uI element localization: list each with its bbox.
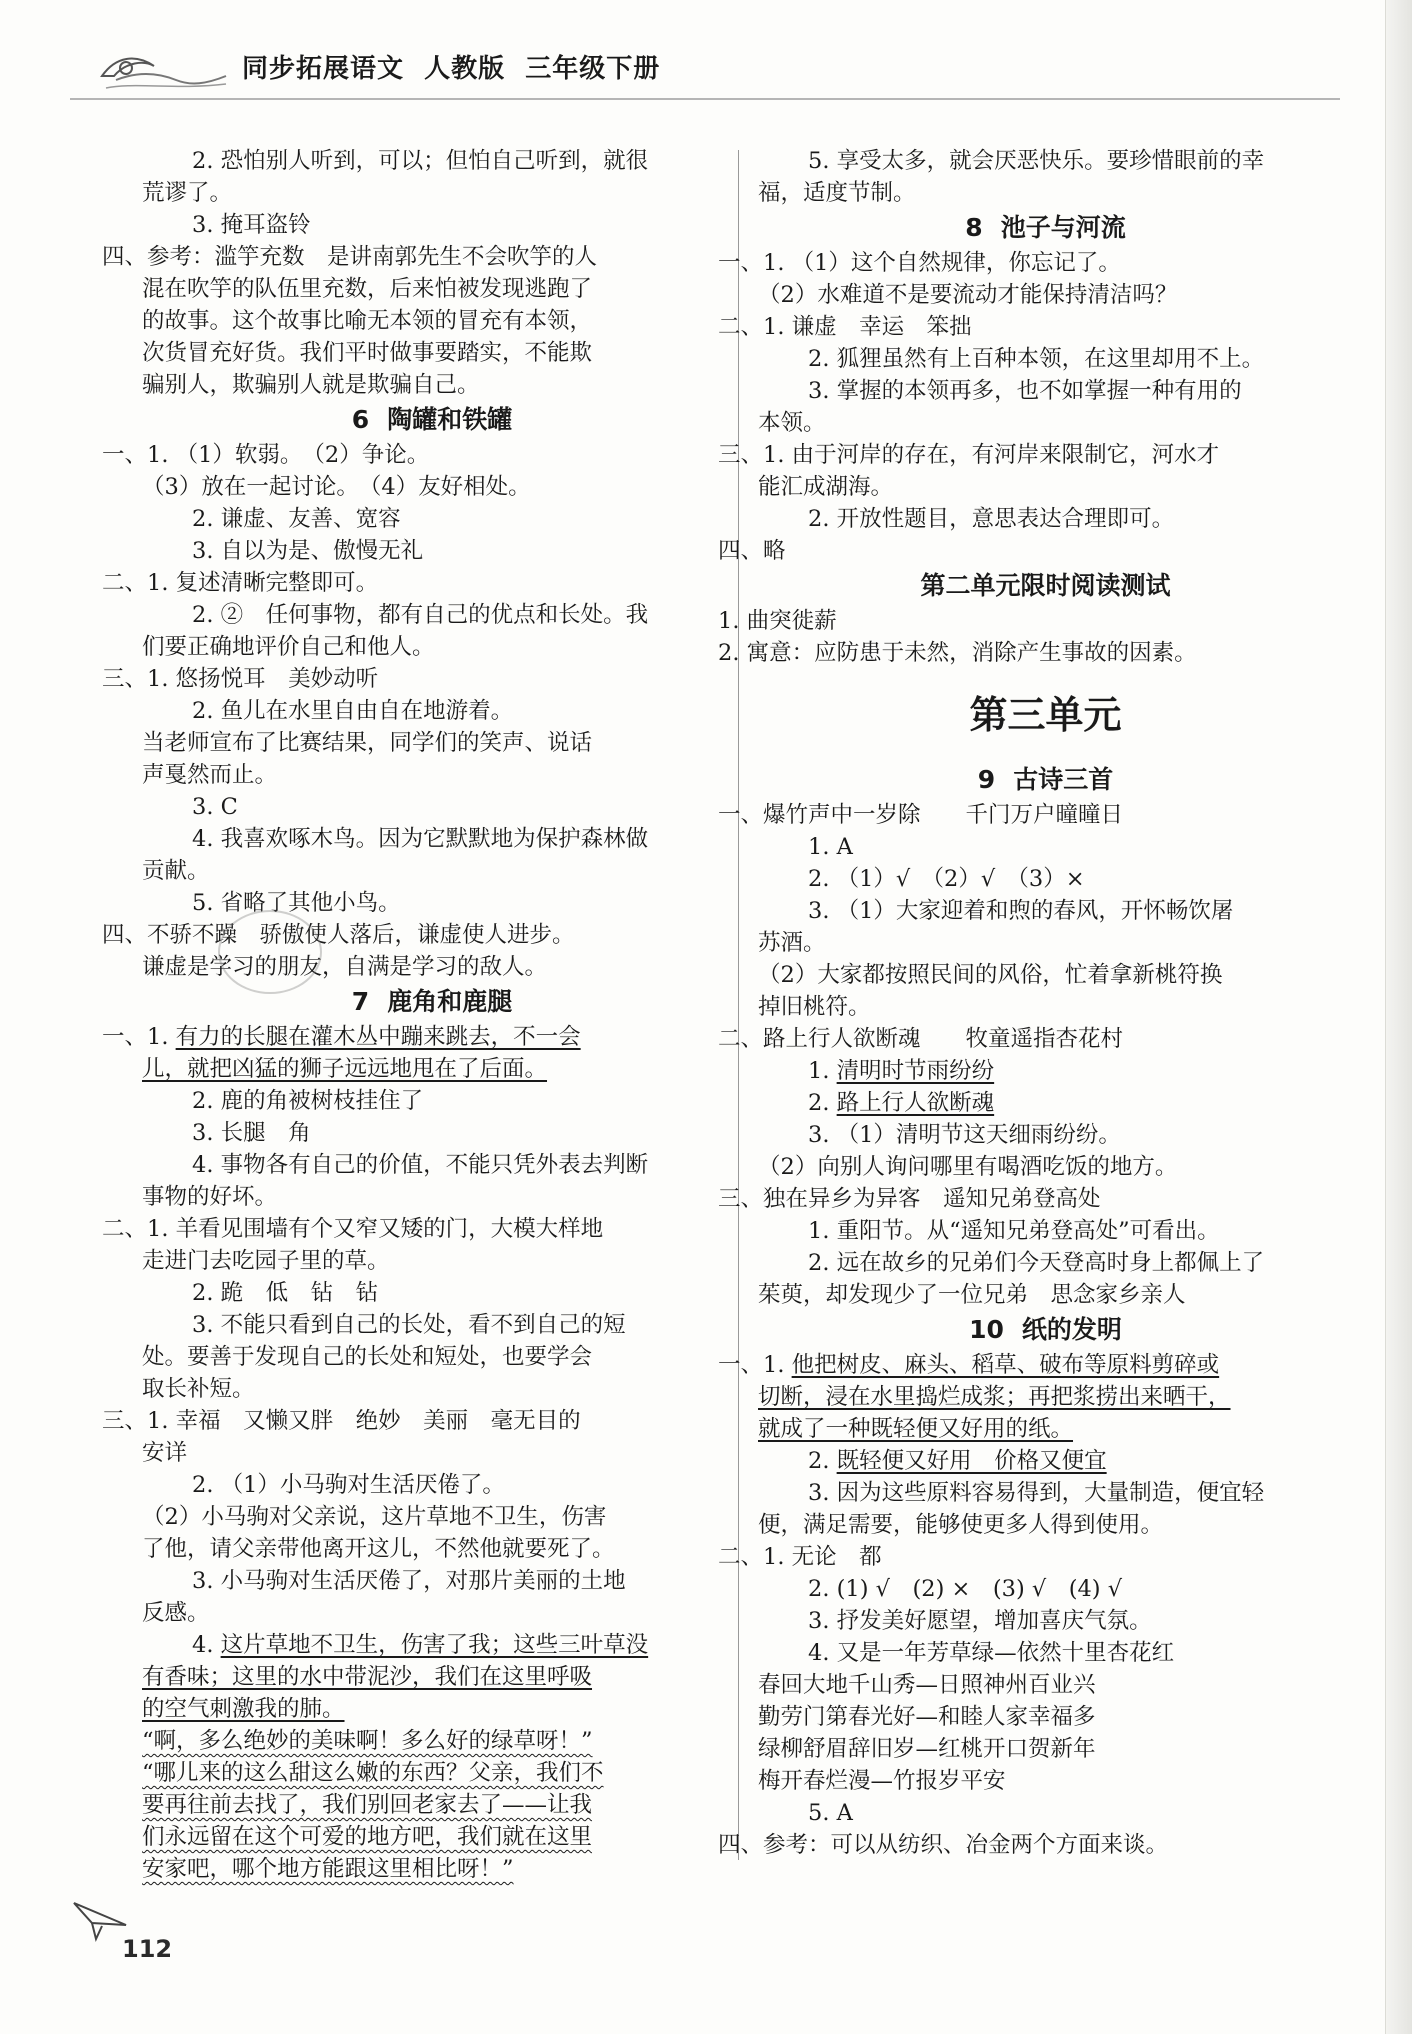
answer-text: 绿柳舒眉辞旧岁—红桃开口贺新年 <box>758 1736 1096 1762</box>
answer-text: 的空气刺激我的肺。 <box>142 1696 345 1722</box>
answer-line <box>718 799 1333 831</box>
answer-line <box>142 305 722 337</box>
answer-line <box>758 1637 1333 1669</box>
answer-line <box>142 1373 722 1405</box>
answer-line <box>142 1661 722 1693</box>
answer-line <box>142 1533 722 1565</box>
answer-line <box>142 791 722 823</box>
answer-line <box>142 1277 722 1309</box>
section-heading <box>142 401 722 439</box>
answer-line <box>142 1469 722 1501</box>
paper-plane-icon <box>70 1895 130 1945</box>
answer-text: 走进门去吃园子里的草。 <box>142 1248 390 1274</box>
answer-line <box>142 1309 722 1341</box>
answer-line <box>758 1765 1333 1797</box>
answer-line <box>718 637 1333 669</box>
answer-line <box>758 959 1333 991</box>
answer-line <box>718 1349 1333 1381</box>
answer-line <box>142 1501 722 1533</box>
answer-label: 一、1. <box>718 1352 792 1378</box>
page-number: 112 <box>122 1935 173 1963</box>
unit-title: 第三单元 <box>969 693 1122 737</box>
answer-text: 福，适度节制。 <box>758 180 916 206</box>
answer-text: 一、爆竹声中一岁除 千门万户曈曈日 <box>718 802 1124 828</box>
answer-line <box>758 1381 1333 1413</box>
answer-line <box>142 855 722 887</box>
answer-text: 儿，就把凶猛的狮子远远地甩在了后面。 <box>142 1056 548 1082</box>
answer-line <box>758 407 1333 439</box>
answer-line <box>718 1541 1333 1573</box>
answer-text: 事物的好坏。 <box>142 1184 278 1210</box>
answer-line <box>718 535 1333 567</box>
answer-text: 5. A <box>808 1800 853 1826</box>
answer-text: 苏酒。 <box>758 930 826 956</box>
answer-line <box>102 1213 722 1245</box>
answer-line <box>142 1341 722 1373</box>
answer-text: 了他，请父亲带他离开这儿，不然他就要死了。 <box>142 1536 615 1562</box>
section-number: 8 <box>965 213 983 242</box>
answer-line <box>142 695 722 727</box>
answer-line <box>142 1629 722 1661</box>
right-column <box>718 145 1333 1861</box>
answer-text: 掉旧桃符。 <box>758 994 871 1020</box>
answer-line <box>758 375 1333 407</box>
answer-text: 5. 享受太多，就会厌恶快乐。要珍惜眼前的幸 <box>808 148 1265 174</box>
answer-line <box>102 1405 722 1437</box>
answer-line <box>718 439 1333 471</box>
answer-text: 一、1. （1）这个自然规律，你忘记了。 <box>718 250 1121 276</box>
section-heading <box>758 567 1333 605</box>
section-title: 第二单元限时阅读测试 <box>920 571 1171 600</box>
answer-line <box>718 605 1333 637</box>
section-number: 9 <box>977 765 996 794</box>
answer-text: 3. 长腿 角 <box>192 1120 311 1146</box>
left-column <box>102 145 722 1885</box>
answer-text: 三、独在异乡为异客 遥知兄弟登高处 <box>718 1186 1101 1212</box>
answer-text: 3. 掌握的本领再多，也不如掌握一种有用的 <box>808 378 1242 404</box>
answer-line <box>102 919 722 951</box>
answer-text: 1. 重阳节。从“遥知兄弟登高处”可看出。 <box>808 1218 1220 1244</box>
answer-text: 路上行人欲断魂 <box>836 1090 995 1116</box>
section-heading <box>758 761 1333 799</box>
answer-text: 勤劳门第春光好—和睦人家幸福多 <box>758 1704 1096 1730</box>
answer-line <box>142 887 722 919</box>
faint-stamp <box>218 910 322 994</box>
answer-text: 四、略 <box>718 538 786 564</box>
answer-line <box>758 1797 1333 1829</box>
answer-text: 能汇成湖海。 <box>758 474 894 500</box>
answer-line <box>758 343 1333 375</box>
answer-line <box>142 503 722 535</box>
answer-line <box>758 1669 1333 1701</box>
answer-text: 这片草地不卫生，伤害了我；这些三叶草没 <box>220 1632 649 1658</box>
answer-line <box>758 1119 1333 1151</box>
answer-text: 4. 我喜欢啄木鸟。因为它默默地为保护森林做 <box>192 826 649 852</box>
answer-text: 次货冒充好货。我们平时做事要踏实，不能欺 <box>142 340 593 366</box>
answer-line <box>758 279 1333 311</box>
answer-text: 谦虚是学习的朋友，自满是学习的敌人。 <box>142 954 548 980</box>
answer-text: 三、1. 悠扬悦耳 美妙动听 <box>102 666 379 692</box>
answer-line <box>142 1725 722 1757</box>
answer-text: 二、1. 复述清晰完整即可。 <box>102 570 379 596</box>
answer-line <box>142 1565 722 1597</box>
answer-label: 2. <box>808 1090 837 1116</box>
answer-line <box>758 177 1333 209</box>
answer-line <box>142 369 722 401</box>
answer-text: 有香味；这里的水中带泥沙，我们在这里呼吸 <box>142 1664 593 1690</box>
answer-text: 贡献。 <box>142 858 210 884</box>
answer-line <box>718 247 1333 279</box>
answer-line <box>758 471 1333 503</box>
answer-text: 他把树皮、麻头、稻草、破布等原料剪碎或 <box>791 1352 1220 1378</box>
answer-text: 当老师宣布了比赛结果，同学们的笑声、说话 <box>142 730 593 756</box>
answer-text: 四、不骄不躁 骄傲使人落后，谦虚使人进步。 <box>102 922 575 948</box>
answer-line <box>142 1245 722 1277</box>
answer-line <box>758 1733 1333 1765</box>
answer-line <box>758 1413 1333 1445</box>
answer-text: 取长补短。 <box>142 1376 255 1402</box>
answer-text: 3. 不能只看到自己的长处，看不到自己的短 <box>192 1312 626 1338</box>
answer-line <box>758 1701 1333 1733</box>
answer-line <box>142 631 722 663</box>
answer-text: 们要正确地评价自己和他人。 <box>142 634 435 660</box>
answer-text: （2）小马驹对父亲说，这片草地不卫生，伤害 <box>142 1504 607 1530</box>
answer-line <box>142 599 722 631</box>
answer-line <box>142 1821 722 1853</box>
answer-text: 1. 曲突徙薪 <box>718 608 837 634</box>
answer-line <box>142 1853 722 1885</box>
answer-line <box>718 1023 1333 1055</box>
answer-text: 荒谬了。 <box>142 180 233 206</box>
answer-line <box>102 241 722 273</box>
answer-line <box>758 1087 1333 1119</box>
answer-text: 2. (1) √ (2) × (3) √ (4) √ <box>808 1576 1123 1602</box>
answer-line <box>758 1573 1333 1605</box>
answer-text: 2. 谦虚、友善、宽容 <box>192 506 401 532</box>
answer-line <box>142 273 722 305</box>
answer-text: 的故事。这个故事比喻无本领的冒充有本领， <box>142 308 593 334</box>
answer-text: 一、1. （1）软弱。 （2）争论。 <box>102 442 430 468</box>
answer-text: 3. （1）大家迎着和煦的春风，开怀畅饮屠 <box>808 898 1234 924</box>
answer-text: 二、路上行人欲断魂 牧童遥指杏花村 <box>718 1026 1124 1052</box>
answer-text: 2. 跪 低 钻 钻 <box>192 1280 379 1306</box>
answer-text: （2）水难道不是要流动才能保持清洁吗？ <box>758 282 1178 308</box>
answer-text: 要再往前去找了，我们别回老家去了——让我 <box>142 1792 593 1818</box>
section-heading <box>758 209 1333 247</box>
answer-label: 一、1. <box>102 1024 176 1050</box>
answer-line <box>758 1509 1333 1541</box>
answer-line <box>758 863 1333 895</box>
answer-line <box>142 727 722 759</box>
answer-text: “啊，多么绝妙的美味啊！多么好的绿草呀！” <box>142 1728 593 1754</box>
answer-text: 梅开春烂漫—竹报岁平安 <box>758 1768 1006 1794</box>
answer-label: 2. <box>808 1448 837 1474</box>
answer-text: 3. 掩耳盗铃 <box>192 212 311 238</box>
section-title: 纸的发明 <box>1021 1315 1122 1344</box>
answer-text: 有力的长腿在灌木丛中蹦来跳去，不一会 <box>175 1024 581 1050</box>
answer-text: 2. （1）小马驹对生活厌倦了。 <box>192 1472 505 1498</box>
section-number: 6 <box>351 405 370 434</box>
answer-text: 三、1. 由于河岸的存在，有河岸来限制它，河水才 <box>718 442 1220 468</box>
answer-text: 安详 <box>142 1440 188 1466</box>
answer-line <box>758 991 1333 1023</box>
answer-line <box>758 927 1333 959</box>
answer-line <box>142 1085 722 1117</box>
answer-text: 2. 开放性题目，意思表达合理即可。 <box>808 506 1175 532</box>
answer-text: 3. C <box>192 794 238 820</box>
page-header <box>70 38 1340 102</box>
answer-text: 3. 小马驹对生活厌倦了，对那片美丽的土地 <box>192 1568 626 1594</box>
answer-line <box>718 311 1333 343</box>
answer-label: 4. <box>192 1632 221 1658</box>
answer-line <box>142 759 722 791</box>
answer-line <box>142 1181 722 1213</box>
section-title: 陶罐和铁罐 <box>387 405 513 434</box>
answer-text: 4. 事物各有自己的价值，不能只凭外表去判断 <box>192 1152 649 1178</box>
answer-text: 3. 因为这些原料容易得到，大量制造，便宜轻 <box>808 1480 1265 1506</box>
answer-line <box>102 567 722 599</box>
answer-line <box>142 1757 722 1789</box>
answer-line <box>758 1055 1333 1087</box>
answer-line <box>142 1693 722 1725</box>
answer-text: （3）放在一起讨论。 （4）友好相处。 <box>142 474 531 500</box>
answer-line <box>142 177 722 209</box>
answer-text: 四、参考：可以从纺织、冶金两个方面来谈。 <box>718 1832 1169 1858</box>
answer-line <box>142 1437 722 1469</box>
section-number: 7 <box>351 987 370 1016</box>
answer-text: 四、参考：滥竽充数 是讲南郭先生不会吹竽的人 <box>102 244 598 270</box>
answer-text: 本领。 <box>758 410 826 436</box>
answer-text: 2. 鱼儿在水里自由自在地游着。 <box>192 698 514 724</box>
answer-text: 2. 鹿的角被树枝挂住了 <box>192 1088 424 1114</box>
answer-text: 二、1. 谦虚 幸运 笨拙 <box>718 314 972 340</box>
answer-text: 处。要善于发现自己的长处和短处，也要学会 <box>142 1344 593 1370</box>
answer-text: 3. 抒发美好愿望，增加喜庆气氛。 <box>808 1608 1152 1634</box>
answer-line <box>758 1151 1333 1183</box>
section-number: 10 <box>969 1315 1004 1344</box>
answer-line <box>142 1789 722 1821</box>
answer-line <box>718 1183 1333 1215</box>
answer-text: （2）向别人询问哪里有喝酒吃饭的地方。 <box>758 1154 1178 1180</box>
answer-text: 便，满足需要，能够使更多人得到使用。 <box>758 1512 1164 1538</box>
answer-text: 春回大地千山秀—日照神州百业兴 <box>758 1672 1096 1698</box>
answer-line <box>758 895 1333 927</box>
answer-text: 3. 自以为是、傲慢无礼 <box>192 538 424 564</box>
answer-line <box>102 1021 722 1053</box>
answer-text: 二、1. 羊看见围墙有个又窄又矮的门，大模大样地 <box>102 1216 604 1242</box>
answer-text: （2）大家都按照民间的风俗，忙着拿新桃符换 <box>758 962 1223 988</box>
column-divider <box>738 150 739 1860</box>
answer-text: 安家吧，哪个地方能跟这里相比呀！” <box>142 1856 514 1882</box>
answer-text: 清明时节雨纷纷 <box>836 1058 995 1084</box>
answer-line <box>758 1247 1333 1279</box>
answer-label: 1. <box>808 1058 837 1084</box>
answer-text: 4. 又是一年芳草绿—依然十里杏花红 <box>808 1640 1175 1666</box>
header-rule <box>70 98 1340 100</box>
answer-text: “哪儿来的这么甜这么嫩的东西？父亲，我们不 <box>142 1760 604 1786</box>
answer-line <box>142 535 722 567</box>
section-title: 鹿角和鹿腿 <box>387 987 513 1016</box>
answer-line <box>142 1149 722 1181</box>
answer-text: 2. 恐怕别人听到，可以；但怕自己听到，就很 <box>192 148 649 174</box>
section-heading <box>758 1311 1333 1349</box>
answer-line <box>142 145 722 177</box>
answer-text: 反感。 <box>142 1600 210 1626</box>
answer-text: 2. 寓意：应防患于未然，消除产生事故的因素。 <box>718 640 1197 666</box>
book-logo-icon <box>96 46 236 96</box>
answer-line <box>758 145 1333 177</box>
page-edge <box>1385 0 1412 2034</box>
answer-text: 们永远留在这个可爱的地方吧，我们就在这里 <box>142 1824 593 1850</box>
section-heading <box>142 983 722 1021</box>
answer-text: 5. 省略了其他小鸟。 <box>192 890 401 916</box>
answer-line <box>142 823 722 855</box>
section-title: 池子与河流 <box>1000 213 1126 242</box>
answer-line <box>142 337 722 369</box>
answer-text: 2. 远在故乡的兄弟们今天登高时身上都佩上了 <box>808 1250 1265 1276</box>
answer-line <box>758 1477 1333 1509</box>
answer-line <box>142 471 722 503</box>
answer-text: 茱萸，却发现少了一位兄弟 思念家乡亲人 <box>758 1282 1186 1308</box>
answer-text: 二、1. 无论 都 <box>718 1544 882 1570</box>
answer-text: 骗别人，欺骗别人就是欺骗自己。 <box>142 372 480 398</box>
answer-line <box>758 1445 1333 1477</box>
answer-text: 切断，浸在水里捣烂成浆；再把浆捞出来晒干， <box>758 1384 1231 1410</box>
answer-line <box>758 1605 1333 1637</box>
header-title: 同步拓展语文 人教版 三年级下册 <box>242 54 661 84</box>
section-title: 古诗三首 <box>1013 765 1114 794</box>
answer-text: 2. （1）√ （2）√ （3）× <box>808 866 1085 892</box>
answer-text: 混在吹竽的队伍里充数，后来怕被发现逃跑了 <box>142 276 593 302</box>
answer-text: 3. （1）清明节这天细雨纷纷。 <box>808 1122 1121 1148</box>
answer-text: 三、1. 幸福 又懒又胖 绝妙 美丽 毫无目的 <box>102 1408 581 1434</box>
answer-text: 2. 狐狸虽然有上百种本领，在这里却用不上。 <box>808 346 1265 372</box>
answer-text: 2. ② 任何事物，都有自己的优点和长处。我 <box>192 602 649 628</box>
answer-line <box>758 1215 1333 1247</box>
answer-line <box>758 831 1333 863</box>
answer-line <box>142 1597 722 1629</box>
answer-text: 就成了一种既轻便又好用的纸。 <box>758 1416 1074 1442</box>
answer-line <box>142 1117 722 1149</box>
answer-line <box>718 1829 1333 1861</box>
answer-line <box>142 1053 722 1085</box>
answer-line <box>102 663 722 695</box>
answer-line <box>142 209 722 241</box>
answer-text: 声戛然而止。 <box>142 762 278 788</box>
answer-line <box>758 503 1333 535</box>
answer-text: 1. A <box>808 834 853 860</box>
answer-text: 既轻便又好用 价格又便宜 <box>836 1448 1107 1474</box>
answer-line <box>758 1279 1333 1311</box>
answer-line <box>102 439 722 471</box>
